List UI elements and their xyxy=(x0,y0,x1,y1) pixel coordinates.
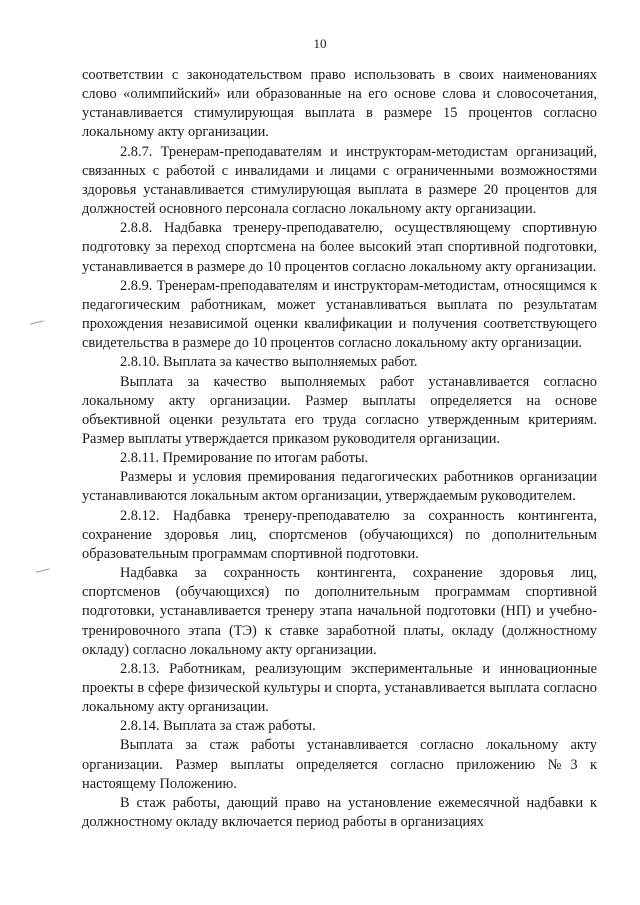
paragraph-2-8-12-heading: 2.8.12. Надбавка тренеру-преподавателю за сохранность контингента, сохранение здоровья лиц, спортсменов (обучающихся) по дополнительным образовательным программам спортивной подготовки. xyxy=(82,507,597,562)
margin-mark xyxy=(36,568,50,574)
paragraph-2-8-9: 2.8.9. Тренерам-преподавателям и инструкторам-методистам, относящимся к педагогическим работникам, может устанавливаться выплата по результатам прохождения независимой оценки квалификации и получения соответствующего свидетельства в размере до 10 процентов согласно локальному акту организации. xyxy=(82,277,597,352)
paragraph-2-8-11-heading: 2.8.11. Премирование по итогам работы. xyxy=(120,450,369,467)
paragraph-seniority: В стаж работы, дающий право на установление ежемесячной надбавки к должностному окладу включается период работы в организациях xyxy=(82,794,597,831)
paragraph-2-8-10-body: Выплата за качество выполняемых работ устанавливается согласно локальному акту организации. Размер выплаты определяется на основе объективной оценки результата его труда согласно утвержденным критериям. Размер выплаты утверждается приказом руководителя организации. xyxy=(82,373,597,447)
paragraph-2-8-14-heading: 2.8.14. Выплата за стаж работы. xyxy=(120,718,316,735)
document-body xyxy=(82,66,597,832)
paragraph-2-8-8: 2.8.8. Надбавка тренеру-преподавателю, осуществляющему спортивную подготовку за переход спортсмена на более высокий этап спортивной подготовки, устанавливается в размере до 10 процентов согласно локальному акту организации. xyxy=(82,220,597,275)
paragraph-2-8-11-body: Размеры и условия премирования педагогических работников организации устанавливаются локальным актом организации, утверждаемым руководителем. xyxy=(82,469,597,505)
paragraph-2-8-7: 2.8.7. Тренерам-преподавателям и инструкторам-методистам организаций, связанных с работой с инвалидами и лицами с ограниченными возможностями здоровья устанавливается стимулирующая выплата в размере 20 процентов для должностей основного персонала согласно локальному акту организации. xyxy=(82,143,597,218)
paragraph-continuation: соответствии с законодательством право использовать в своих наименованиях слово «олимпийский» или образованные на его основе слова и словосочетания, устанавливается стимулирующая выплата в размере 15 процентов согласно локальному акту организации. xyxy=(82,67,597,141)
page-number: 10 xyxy=(313,36,327,51)
paragraph-2-8-12-body: Надбавка за сохранность контингента, сохранение здоровья лиц, спортсменов (обучающихся) по дополнительным программам спортивной подготовки, устанавливается тренеру этапа начальной подготовки (НП) и учебно-тренировочного этапа (ТЭ) к ставке заработной платы, окладу (должностному окладу) согласно локальному акту организации. xyxy=(82,565,597,658)
paragraph-2-8-14-body: Выплата за стаж работы устанавливается согласно локальному акту организации. Размер выплаты определяется согласно приложению №3 к настоящему Положению. xyxy=(82,737,597,792)
paragraph-2-8-13: 2.8.13. Работникам, реализующим экспериментальные и инновационные проекты в сфере физической культуры и спорта, устанавливается выплата согласно локальному акту организации. xyxy=(82,660,597,716)
margin-mark xyxy=(30,320,44,326)
paragraph-2-8-10-heading: 2.8.10. Выплата за качество выполняемых работ. xyxy=(120,354,418,371)
